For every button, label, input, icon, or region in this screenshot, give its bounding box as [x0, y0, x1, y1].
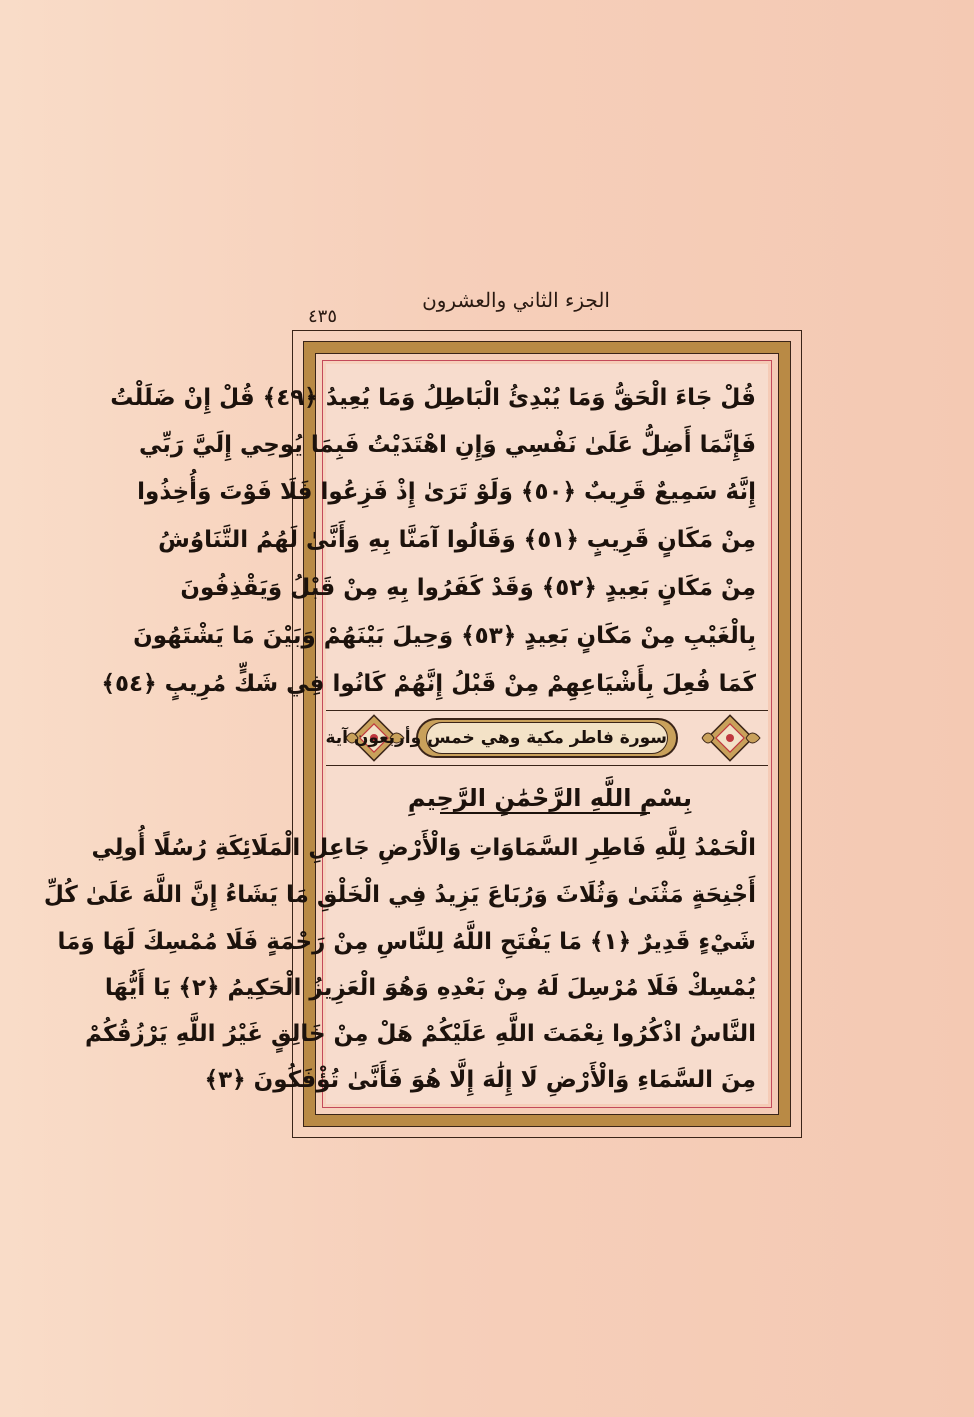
text-line: إِنَّهُ سَمِيعٌ قَرِيبٌ ﴿٥٠﴾ وَلَوْ تَرَىٰ إِذْ فَزِعُوا فَلَا فَوْتَ وَأُخِذُوا — [137, 479, 756, 505]
text-line: يُمْسِكْ فَلَا مُرْسِلَ لَهُ مِنْ بَعْدِهِ وَهُوَ الْعَزِيزُ الْحَكِيمُ ﴿٢﴾ يَا أَيُّهَا — [104, 975, 756, 1001]
text-line: مِنْ مَكَانٍ قَرِيبٍ ﴿٥١﴾ وَقَالُوا آمَنَّا بِهِ وَأَنَّىٰ لَهُمُ التَّنَاوُشُ — [158, 527, 756, 553]
text-line: النَّاسُ اذْكُرُوا نِعْمَتَ اللَّهِ عَلَيْكُمْ هَلْ مِنْ خَالِقٍ غَيْرُ اللَّهِ يَرْزُقُكُمْ — [85, 1021, 756, 1047]
juz-header: الجزء الثاني والعشرون — [422, 288, 610, 312]
basmala-extension-stroke — [440, 812, 650, 814]
text-line: كَمَا فُعِلَ بِأَشْيَاعِهِمْ مِنْ قَبْلُ إِنَّهُمْ كَانُوا فِي شَكٍّ مُرِيبٍ ﴿٥٤﴾ — [101, 671, 756, 697]
text-line: مِنَ السَّمَاءِ وَالْأَرْضِ لَا إِلَٰهَ إِلَّا هُوَ فَأَنَّىٰ تُؤْفَكُونَ ﴿٣﴾ — [204, 1067, 756, 1093]
text-line: شَيْءٍ قَدِيرٌ ﴿١﴾ مَا يَفْتَحِ اللَّهُ لِلنَّاسِ مِنْ رَحْمَةٍ فَلَا مُمْسِكَ لَهَا وَمَا — [57, 929, 756, 955]
text-line: بِالْغَيْبِ مِنْ مَكَانٍ بَعِيدٍ ﴿٥٣﴾ وَحِيلَ بَيْنَهُمْ وَبَيْنَ مَا يَشْتَهُونَ — [133, 623, 756, 649]
page-number: ٤٣٥ — [308, 306, 338, 327]
surah-title: سورة فاطر مكية وهي خمس وأربعون آية — [426, 722, 668, 754]
floral-ornament-icon — [700, 718, 762, 758]
text-line: قُلْ جَاءَ الْحَقُّ وَمَا يُبْدِئُ الْبَاطِلُ وَمَا يُعِيدُ ﴿٤٩﴾ قُلْ إِنْ ضَلَلْتُ — [110, 385, 756, 411]
text-line: مِنْ مَكَانٍ بَعِيدٍ ﴿٥٢﴾ وَقَدْ كَفَرُوا بِهِ مِنْ قَبْلُ وَيَقْذِفُونَ — [180, 575, 756, 601]
text-line: الْحَمْدُ لِلَّهِ فَاطِرِ السَّمَاوَاتِ وَالْأَرْضِ جَاعِلِ الْمَلَائِكَةِ رُسُلًا أُولِي — [91, 835, 756, 861]
basmala: بِسْمِ اللَّهِ الرَّحْمَٰنِ الرَّحِيمِ — [407, 784, 693, 812]
text-line: فَإِنَّمَا أَضِلُّ عَلَىٰ نَفْسِي وَإِنِ اهْتَدَيْتُ فَبِمَا يُوحِي إِلَيَّ رَبِّي — [139, 432, 756, 458]
text-line: أَجْنِحَةٍ مَثْنَىٰ وَثُلَاثَ وَرُبَاعَ يَزِيدُ فِي الْخَلْقِ مَا يَشَاءُ إِنَّ اللَّهَ عَلَىٰ كُلِّ — [43, 882, 756, 908]
